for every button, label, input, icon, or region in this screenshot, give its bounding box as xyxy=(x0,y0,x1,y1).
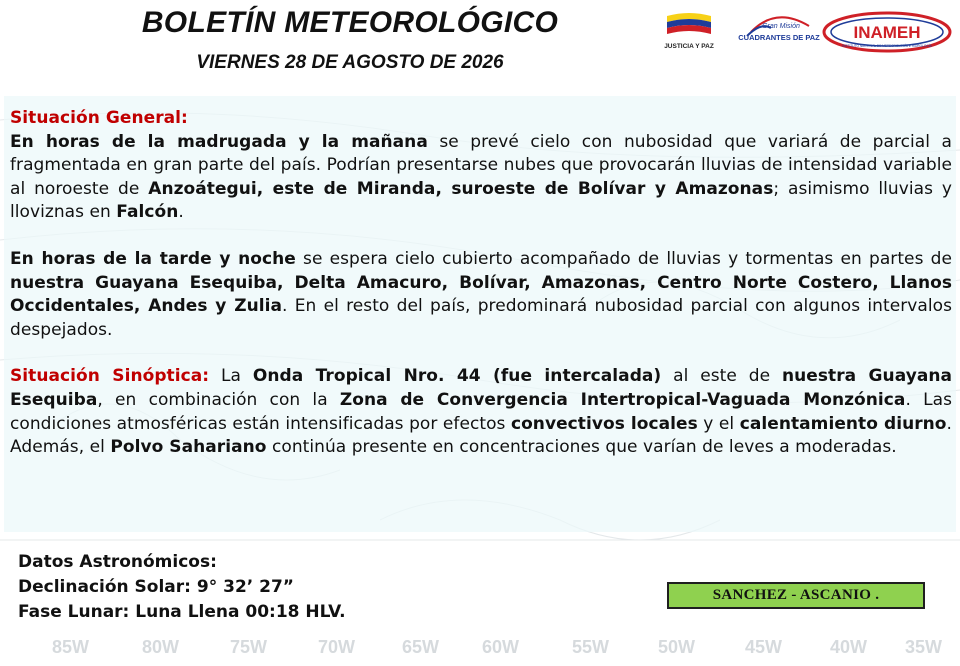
map-label-65w: 65W xyxy=(402,637,440,657)
gran-mision-top-label: Gran Misión xyxy=(762,23,800,30)
p1-text-1: se prevé cielo con nubosidad que variará de parcial a fragmentada en gran parte del país. Podrían presentarse nubes que provocarán lluvias de intensidad variable al noroeste de xyxy=(10,131,952,199)
sin-text-4: . Las condiciones atmosféricas están intensificadas por efectos xyxy=(10,389,953,434)
sin-text-2: al este de xyxy=(661,366,782,387)
fase-lunar: Fase Lunar: Luna Llena 00:18 HLV. xyxy=(18,602,346,622)
situacion-sinoptica-heading: Situación Sinóptica: xyxy=(10,366,210,387)
map-label-70w: 70W xyxy=(318,637,356,657)
p1-text-2: ; asimismo lluvias y lloviznas en xyxy=(10,178,952,223)
madrugada-lead: En horas de la madrugada y la mañana xyxy=(10,131,428,152)
p2-text-1: se espera cielo cubierto acompañado de lluvias y tormentas en partes de xyxy=(295,248,952,269)
p2-regions: nuestra Guayana Esequiba, Delta Amacuro, Bolívar, Amazonas, Centro Norte Costero, Llanos Occidentales, Andes y Zulia xyxy=(10,272,952,317)
map-label-50w: 50W xyxy=(658,637,696,657)
sin-convectivos: convectivos locales xyxy=(510,413,698,434)
inameh-label: INAMEH xyxy=(853,23,921,42)
bulletin-date: VIERNES 28 DE AGOSTO DE 2026 xyxy=(196,52,504,73)
sin-text-5: y el xyxy=(697,413,740,434)
venezuela-flag-logo xyxy=(663,8,715,52)
sin-text-6: . Además, el xyxy=(10,413,953,458)
bulletin-title: BOLETÍN METEOROLÓGICO xyxy=(141,6,559,39)
sin-polvo: Polvo Sahariano xyxy=(110,437,267,458)
inameh-sub-label: INSTITUTO NACIONAL DE METEOROLOGÍA E HIDROLOGÍA xyxy=(842,44,932,48)
astro-heading: Datos Astronómicos: xyxy=(18,552,217,572)
bulletin-body xyxy=(10,107,952,460)
situacion-general-heading: Situación General: xyxy=(10,108,188,128)
situacion-sinoptica-paragraph xyxy=(10,365,952,459)
p1-text-3: . xyxy=(178,202,184,223)
datos-astronomicos xyxy=(18,550,346,625)
inameh-logo xyxy=(821,10,953,54)
author-signature: SANCHEZ - ASCANIO . xyxy=(667,582,925,609)
sin-guayana: nuestra Guayana Esequiba xyxy=(10,366,953,410)
p1-falcon: Falcón xyxy=(116,202,179,223)
map-label-85w: 85W xyxy=(52,637,90,657)
situacion-general-paragraph-2 xyxy=(10,248,952,342)
map-label-35w: 35W xyxy=(905,637,943,657)
map-label-60w: 60W xyxy=(482,637,520,657)
gran-mision-logo xyxy=(731,12,821,50)
map-label-75w: 75W xyxy=(230,637,268,657)
gran-mision-bottom-label: CUADRANTES DE PAZ xyxy=(738,33,820,42)
sin-text-1: La xyxy=(209,366,253,387)
map-label-45w: 45W xyxy=(745,637,783,657)
sin-text-3: , en combinación con la xyxy=(97,389,340,410)
map-label-55w: 55W xyxy=(572,637,610,657)
map-label-40w: 40W xyxy=(830,637,868,657)
justicia-y-paz-label: JUSTICIA Y PAZ xyxy=(664,43,714,50)
sin-onda: Onda Tropical Nro. 44 (fue intercalada) xyxy=(252,366,662,387)
declinacion-solar: Declinación Solar: 9° 32’ 27” xyxy=(18,577,294,597)
logos xyxy=(663,8,953,56)
p1-regions: Anzoátegui, este de Miranda, suroeste de Bolívar y Amazonas xyxy=(148,178,774,199)
situacion-general-paragraph-1 xyxy=(10,107,952,225)
sin-text-7: continúa presente en concentraciones que varían de leves a moderadas. xyxy=(266,437,897,458)
sin-zona: Zona de Convergencia Intertropical-Vaguada Monzónica xyxy=(339,389,906,410)
p2-text-2: . En el resto del país, predominará nubosidad parcial con algunos intervalos despejados. xyxy=(10,296,952,340)
map-label-80w: 80W xyxy=(142,637,180,657)
tarde-lead: En horas de la tarde y noche xyxy=(10,248,296,269)
sin-calentamiento: calentamiento diurno xyxy=(739,413,947,434)
